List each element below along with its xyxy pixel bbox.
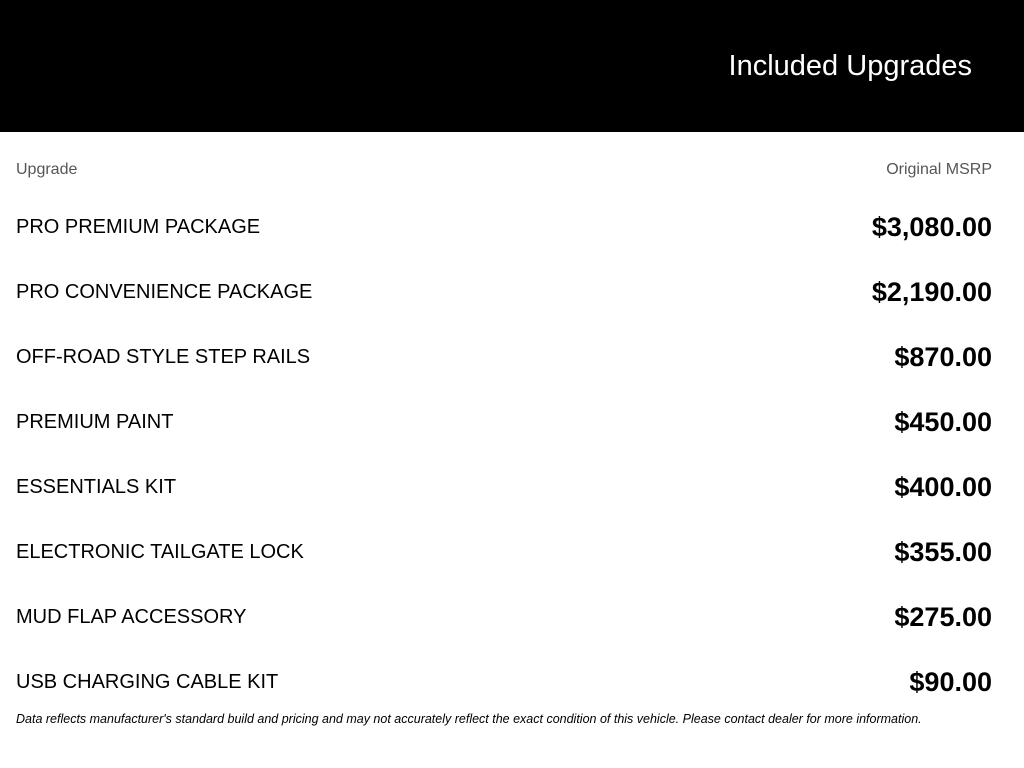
upgrade-price: $2,190.00 bbox=[871, 277, 992, 307]
table-row bbox=[16, 195, 992, 260]
table-row bbox=[16, 455, 992, 520]
table-header-row bbox=[16, 160, 992, 180]
column-header-msrp: Original MSRP bbox=[886, 161, 992, 178]
column-header-upgrade: Upgrade bbox=[16, 161, 78, 178]
upgrade-name: PRO CONVENIENCE PACKAGE bbox=[16, 281, 313, 303]
table-row bbox=[16, 325, 992, 390]
table-row bbox=[16, 650, 992, 715]
upgrade-price: $90.00 bbox=[909, 667, 992, 697]
upgrade-name: ESSENTIALS KIT bbox=[16, 476, 177, 498]
table-body bbox=[16, 195, 992, 715]
header-bar bbox=[0, 0, 1024, 132]
upgrades-table bbox=[16, 132, 992, 730]
upgrade-price: $870.00 bbox=[894, 342, 992, 372]
upgrade-name: USB CHARGING CABLE KIT bbox=[16, 671, 279, 693]
upgrade-name: ELECTRONIC TAILGATE LOCK bbox=[16, 541, 304, 563]
upgrade-price: $400.00 bbox=[894, 472, 992, 502]
table-row bbox=[16, 520, 992, 585]
upgrade-name: MUD FLAP ACCESSORY bbox=[16, 606, 247, 628]
disclaimer-text: Data reflects manufacturer's standard build and pricing and may not accurately reflect the exact condition of this vehicle. Please contact dealer for more information. bbox=[16, 712, 922, 726]
upgrade-name: OFF-ROAD STYLE STEP RAILS bbox=[16, 346, 311, 368]
table-row bbox=[16, 390, 992, 455]
upgrade-price: $3,080.00 bbox=[871, 212, 992, 242]
upgrade-name: PREMIUM PAINT bbox=[16, 411, 174, 433]
upgrade-price: $355.00 bbox=[894, 537, 992, 567]
upgrade-price: $275.00 bbox=[894, 602, 992, 632]
table-row bbox=[16, 585, 992, 650]
table-row bbox=[16, 260, 992, 325]
upgrade-name: PRO PREMIUM PACKAGE bbox=[16, 216, 261, 238]
page-title: Included Upgrades bbox=[728, 50, 972, 82]
upgrade-price: $450.00 bbox=[894, 407, 992, 437]
